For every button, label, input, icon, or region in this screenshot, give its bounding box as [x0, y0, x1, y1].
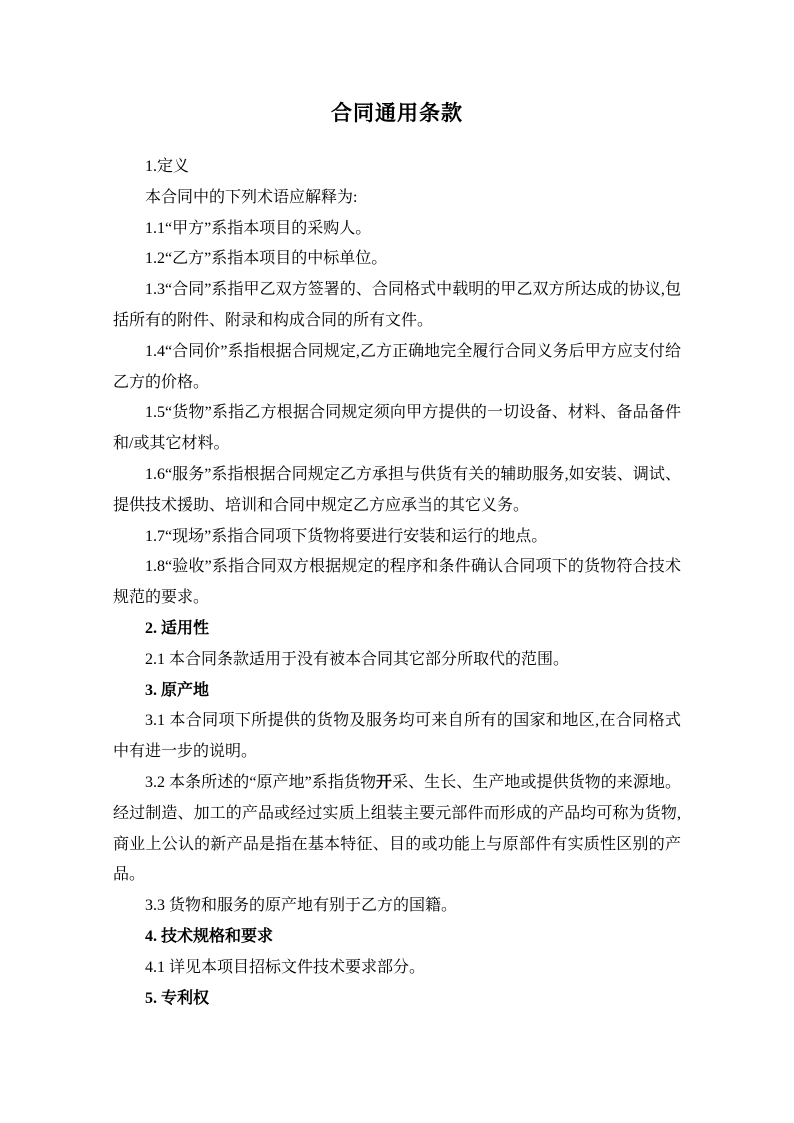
clause-3-2-segment-pre: 3.2 本条所述的“原产地”系指货物	[145, 773, 376, 791]
clause-1-definitions-heading: 1.定义	[145, 158, 190, 175]
clause-3-2-segment-post: 采、生长、生产地或提供货物的来源地。经过制造、加工的产品或经过实质上组装主要元部件而形成的产品均可称为货物,商业上公认的新产品是指在基本特征、目的或功能上与原部件有实质性区别的产品。	[113, 773, 681, 884]
section-5-heading: 5. 专利权	[145, 989, 210, 1007]
clause-1-7: 1.7“现场”系指合同项下货物将要进行安装和运行的地点。	[145, 527, 548, 545]
clause-1-6: 1.6“服务”系指根据合同规定乙方承担与供货有关的辅助服务,如安装、调试、提供技术援助、培训和合同中规定乙方应承当的其它义务。	[113, 465, 681, 514]
clause-2-1: 2.1 本合同条款适用于没有被本合同其它部分所取代的范围。	[145, 650, 570, 668]
clause-1-3: 1.3“合同”系指甲乙双方签署的、合同格式中载明的甲乙双方所达成的协议,包括所有的附件、附录和构成合同的所有文件。	[113, 281, 681, 329]
clause-3-2-bold-char: 开	[376, 773, 393, 791]
section-4-heading: 4. 技术规格和要求	[145, 927, 274, 945]
clause-1-1: 1.1“甲方”系指本项目的采购人。	[145, 219, 372, 237]
clause-3-3: 3.3 货物和服务的原产地有别于乙方的国籍。	[145, 897, 458, 915]
clause-1-8: 1.8“验收”系指合同双方根据规定的程序和条件确认合同项下的货物符合技术规范的要求。	[113, 558, 681, 607]
section-3-heading: 3. 原产地	[145, 681, 210, 699]
clause-3-2	[113, 768, 681, 891]
section-2-heading: 2. 适用性	[145, 619, 210, 637]
clause-1-2: 1.2“乙方”系指本项目的中标单位。	[145, 250, 388, 268]
clause-4-1: 4.1 详见本项目招标文件技术要求部分。	[145, 958, 426, 976]
clause-1-5: 1.5“货物”系指乙方根据合同规定须向甲方提供的一切设备、材料、备品备件和/或其它材料。	[113, 404, 681, 453]
clause-1-4: 1.4“合同价”系指根据合同规定,乙方正确地完全履行合同义务后甲方应支付给乙方的价格。	[113, 342, 681, 391]
definitions-intro: 本合同中的下列术语应解释为:	[145, 188, 358, 206]
document-title: 合同通用条款	[331, 101, 463, 125]
clause-3-1: 3.1 本合同项下所提供的货物及服务均可来自所有的国家和地区,在合同格式中有进一步的说明。	[113, 712, 681, 761]
